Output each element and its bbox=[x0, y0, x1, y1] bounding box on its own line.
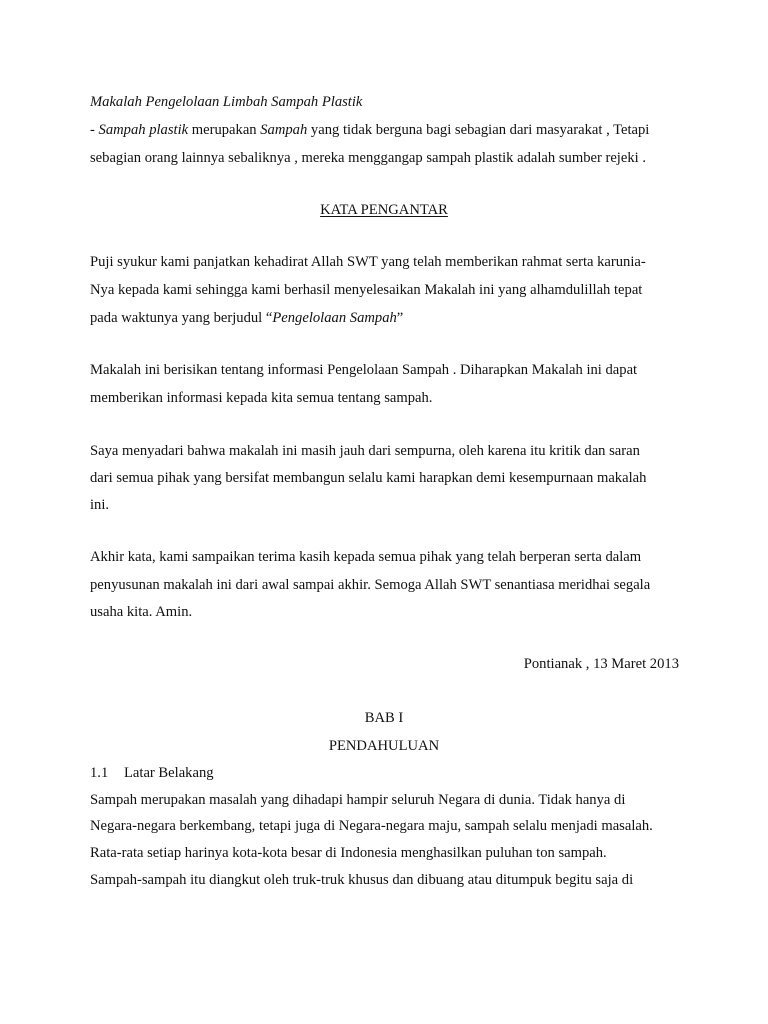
bab1-line3: Rata-rata setiap harinya kota-kota besar di Indonesia menghasilkan puluhan ton sampah. bbox=[90, 845, 607, 861]
document-title: Makalah Pengelolaan Limbah Sampah Plastik bbox=[90, 94, 363, 110]
pengantar-p3-line1: Saya menyadari bahwa makalah ini masih jauh dari sempurna, oleh karena itu kritik dan saran bbox=[90, 443, 640, 459]
bab-heading: BAB I bbox=[364, 710, 404, 726]
section-heading bbox=[90, 764, 680, 782]
pengantar-p4-line3: usaha kita. Amin. bbox=[90, 604, 193, 620]
pengantar-p3-line2: dari semua pihak yang bersifat membangun selalu kami harapkan demi kesempurnaan makalah bbox=[90, 470, 647, 486]
pengantar-p2-line1: Makalah ini berisikan tentang informasi Pengelolaan Sampah . Diharapkan Makalah ini dapat bbox=[90, 362, 638, 378]
section-number: 1.1 bbox=[90, 765, 109, 781]
pengantar-p4-line2: penyusunan makalah ini dari awal sampai akhir. Semoga Allah SWT senantiasa meridhai segala bbox=[90, 577, 651, 593]
pengantar-p1-line1: Puji syukur kami panjatkan kehadirat Allah SWT yang telah memberikan rahmat serta karunia- bbox=[90, 254, 646, 270]
bab1-line2: Negara-negara berkembang, tetapi juga di Negara-negara maju, sampah selalu menjadi masalah. bbox=[90, 818, 653, 834]
intro-line-2: sebagian orang lainnya sebaliknya , mereka menggangap sampah plastik adalah sumber rejeki . bbox=[90, 150, 646, 166]
bab1-line4: Sampah-sampah itu diangkut oleh truk-truk khusus dan dibuang atau ditumpuk begitu saja di bbox=[90, 872, 634, 888]
intro-line-1: - Sampah plastik merupakan Sampah yang tidak berguna bagi sebagian dari masyarakat , Tetapi bbox=[90, 122, 650, 138]
pengantar-p2-line2: memberikan informasi kepada kita semua tentang sampah. bbox=[90, 390, 433, 406]
pengantar-p1-line3: pada waktunya yang berjudul “Pengelolaan Sampah” bbox=[90, 310, 404, 326]
kata-pengantar-heading: KATA PENGANTAR bbox=[320, 202, 448, 218]
pengantar-p3-line3: ini. bbox=[90, 497, 110, 513]
section-title: Latar Belakang bbox=[124, 765, 214, 781]
bab1-line1: Sampah merupakan masalah yang dihadapi hampir seluruh Negara di dunia. Tidak hanya di bbox=[90, 792, 626, 808]
pengantar-p1-line2: Nya kepada kami sehingga kami berhasil menyelesaikan Makalah ini yang alhamdulillah tepat bbox=[90, 282, 643, 298]
pengantar-p4-line1: Akhir kata, kami sampaikan terima kasih kepada semua pihak yang telah berperan serta dalam bbox=[90, 549, 642, 565]
place-date: Pontianak , 13 Maret 2013 bbox=[523, 656, 679, 672]
bab-subheading: PENDAHULUAN bbox=[328, 738, 440, 754]
